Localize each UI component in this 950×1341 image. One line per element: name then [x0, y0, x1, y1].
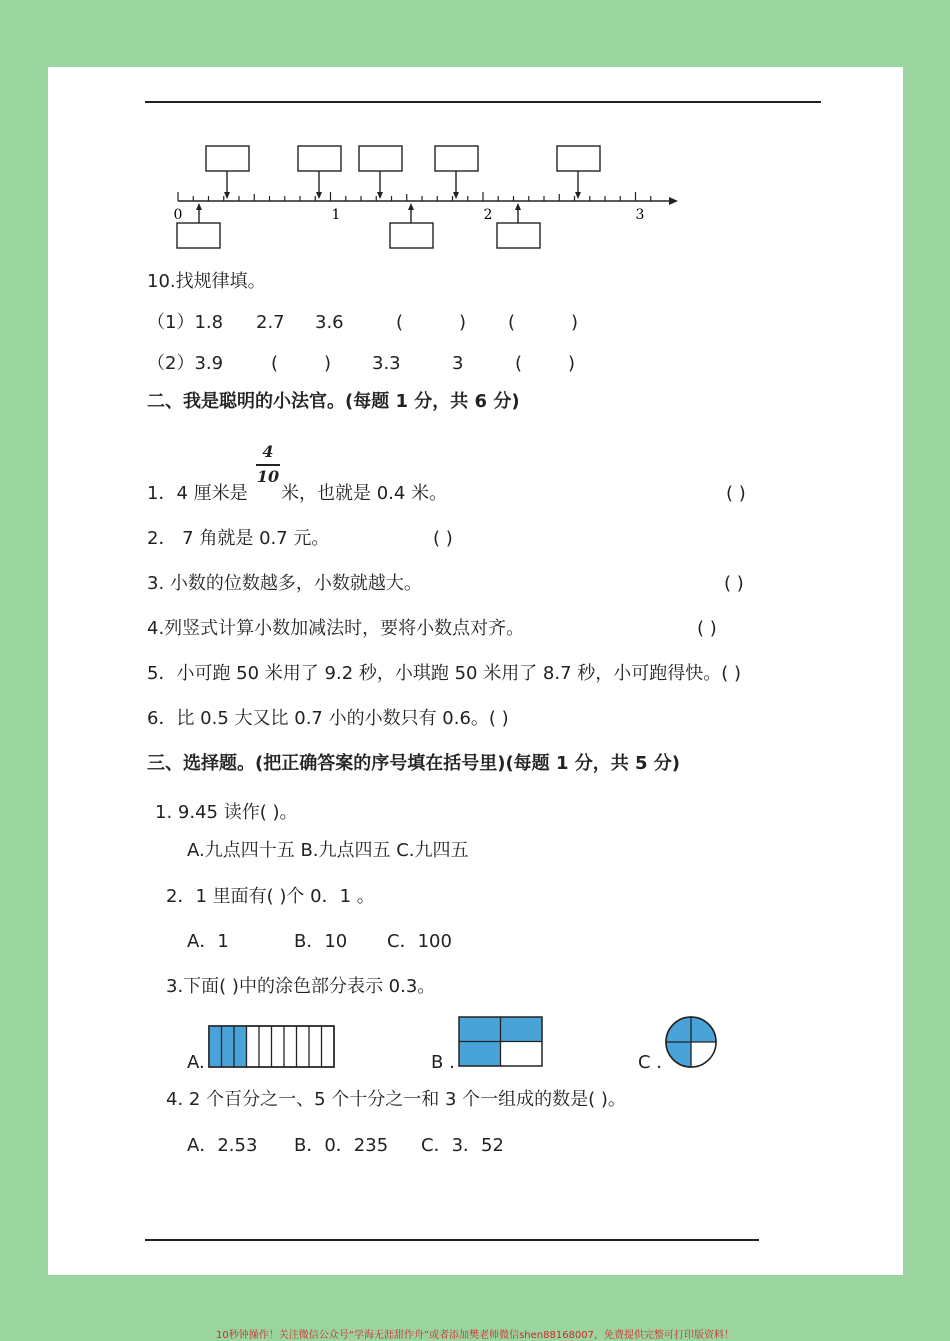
answer-paren[interactable]: ( ) — [726, 483, 746, 504]
tick-label-1: 1 — [331, 207, 341, 223]
section2-title: 二、我是聪明的小法官。(每题 1 分，共 6 分) — [147, 391, 520, 412]
q10-l1-blank[interactable]: ( — [396, 312, 404, 333]
tick-label-0: 0 — [173, 207, 183, 223]
figure-b-square[interactable] — [458, 1016, 544, 1068]
judge-item-5[interactable]: 5．小可跑 50 米用了 9.2 秒，小琪跑 50 米用了 8.7 秒，小可跑得快。( ) — [147, 663, 742, 684]
choice-q2-stem: 2．1 里面有( )个 0．1 。 — [166, 886, 375, 907]
judge-text: 2． 7 角就是 0.7 元。 — [147, 528, 330, 549]
q10-l1-item: 3.6 — [315, 312, 344, 333]
figure-a-strip[interactable] — [208, 1025, 336, 1069]
fraction — [254, 444, 282, 485]
section3-title: 三、选择题。(把正确答案的序号填在括号里)(每题 1 分，共 5 分) — [147, 753, 681, 774]
choice-q4-stem: 4. 2 个百分之一、5 个十分之一和 3 个一组成的数是( )。 — [166, 1089, 626, 1110]
judge-item-6[interactable]: 6．比 0.5 大又比 0.7 小的小数只有 0.6。( ) — [147, 708, 509, 729]
q10-l2-blank[interactable]: ( — [515, 353, 523, 374]
choice-q1-stem: 1. 9.45 读作( )。 — [155, 802, 298, 823]
bottom-rule — [145, 1239, 759, 1241]
figure-label-c: C . — [638, 1052, 663, 1073]
figure-label-b: B . — [431, 1052, 455, 1073]
q10-l2-blank[interactable]: ( — [271, 353, 279, 374]
q10-l2-item: 3.3 — [372, 353, 401, 374]
footer-note: 10秒钟操作！关注微信公众号“学海无涯甜作舟”或者添加樊老师微信shen88168007，免费提供完整可打印版资料！ — [215, 1330, 735, 1341]
q10-title: 10.找规律填。 — [147, 271, 266, 292]
choice-q3-stem: 3.下面( )中的涂色部分表示 0.3。 — [166, 976, 436, 997]
option-c[interactable]: C．100 — [387, 931, 452, 952]
tick-label-3: 3 — [635, 207, 645, 223]
option-b[interactable]: B．10 — [294, 931, 348, 952]
option-a[interactable]: A．1 — [187, 931, 229, 952]
fraction-numerator: 4 — [262, 442, 274, 461]
option-a[interactable]: A．2.53 — [187, 1135, 258, 1156]
answer-paren[interactable]: ( ) — [697, 618, 717, 639]
fraction-denominator: 10 — [256, 467, 280, 486]
q10-l2-blank: ) — [568, 353, 576, 374]
q10-l2-item: 3 — [452, 353, 464, 374]
q10-l1-item: 2.7 — [256, 312, 285, 333]
judge-text: 4.列竖式计算小数加减法时，要将小数点对齐。 — [147, 618, 525, 639]
choice-q1-options: A.九点四十五 B.九点四五 C.九四五 — [187, 840, 469, 861]
q10-l1-item: （1）1.8 — [147, 312, 224, 333]
figure-c-circle[interactable] — [664, 1015, 718, 1069]
figure-label-a: A. — [187, 1052, 205, 1073]
tick-label-2: 2 — [483, 207, 493, 223]
answer-paren[interactable]: ( ) — [433, 528, 453, 549]
top-answer-boxes — [206, 146, 600, 195]
q10-l2-item: （2）3.9 — [147, 353, 224, 374]
q10-l1-blank: ) — [459, 312, 467, 333]
judge-text: 3. 小数的位数越多，小数就越大。 — [147, 573, 422, 594]
q10-l2-blank: ) — [324, 353, 332, 374]
option-c[interactable]: C．3．52 — [421, 1135, 504, 1156]
answer-paren[interactable]: ( ) — [724, 573, 744, 594]
q10-l1-blank[interactable]: ( — [508, 312, 516, 333]
q10-l1-blank: ) — [571, 312, 579, 333]
judge-text: 米，也就是 0.4 米。 — [281, 483, 448, 504]
option-b[interactable]: B．0．235 — [294, 1135, 389, 1156]
top-rule — [145, 101, 821, 103]
number-line-figure — [170, 140, 690, 255]
judge-text: 1．4 厘米是 — [147, 483, 248, 504]
